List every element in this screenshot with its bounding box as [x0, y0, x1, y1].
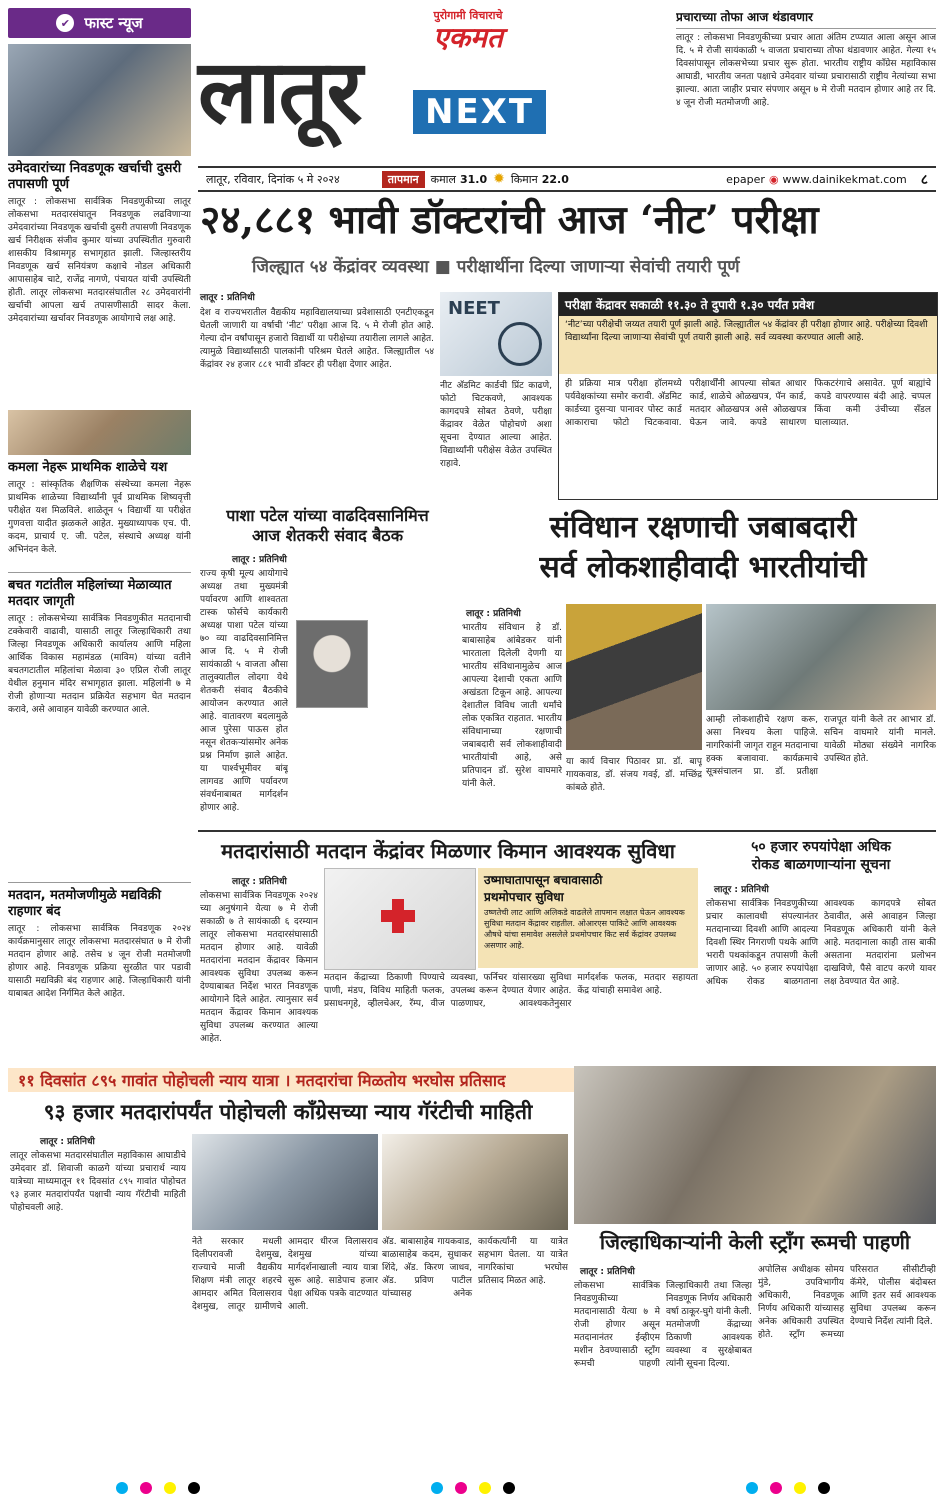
heatstroke-title-2: प्रथमोपचार सुविधा — [484, 890, 564, 904]
section-rule — [198, 830, 936, 832]
news-title-2: कमला नेहरू प्राथमिक शाळेचे यश — [8, 460, 168, 475]
strong-room-byline: लातूर : प्रतिनिधी — [580, 1267, 635, 1277]
exam-box-body: ही प्रक्रिया मात्र परीक्षा हॉलमध्ये पर्यवेक्षकांच्या समोर करावी. अ‍ॅडमिट कार्डच्या दुसऱ्या पानावर पोस्ट कार्ड आकाराचा फोटो चिटकवावा. परीक्षार्थींनी आपल्या सोबत आधार कार्ड, शाळेचे ओळखपत्र, पॅन कार्ड, मतदार ओळखपत्र असे ओळखपत्र घेऊन जावे. कपडे साधारण फिकटरंगाचे असावेत. पूर्ण बाह्यांचे कपडे वापरण्यास बंदी आहे. चप्पल किंवा कमी उंचीच्या सँडल घालाव्यात. — [565, 379, 931, 428]
news-body-1: लातूर : लोकसभा सार्वत्रिक निवडणुकीच्या लातूर लोकसभा मतदारसंघातून निवडणूक लढविणाऱ्या उमेदवारांच्या निवडणूक खर्चाची दुसरी तपासणी निवडणूक खर्च निरीक्षक संजीव कुमार यांच्या उपस्थितीत गुरुवारी शासकीय विश्रामगृह सभागृहात झाली. जिल्हास्तरीय निवडणूक खर्च सनियंत्रण कक्षाचे नोडल अधिकारी आपासाहेब चाटे, राजेंद्र नागणे, पंचायत यांची उपस्थिती होती. लातूर लोकसभा मतदारसंघातील २८ उमेदवारांनी खर्चाची आपला खर्च तपासणीसाठी सादर केला. उमेदवारांच्या खर्चावर निवडणूक आयोगाचे लक्ष आहे. — [8, 197, 191, 324]
constitution-audience-photo — [706, 604, 936, 710]
constitution-headline-1: संविधान रक्षणाची जबाबदारी — [549, 510, 857, 545]
constitution-body: भारतीय संविधान हे डॉ. बाबासाहेब आंबेडकर यांनी भारताला दिलेली देणगी या भारतीय संविधानामुळेच आज आपल्या देशाची एकता आणि अखंडता टिकून आहे. आपल्या देशातील विविध जाती धर्मांचे लोक एकत्रित राहतात. भारतीय संविधानाच्या रक्षणाची जबाबदारी सर्व लोकशाहीवादी भारतीयांची आहे, असे प्रतिपादन डॉ. सुरेश वाघमारे यांनी केले. — [462, 623, 562, 789]
next-logo: NEXT — [413, 90, 546, 134]
website-link[interactable]: www.dainikekmat.com — [782, 172, 907, 186]
news-photo-1 — [8, 44, 191, 156]
cash-byline: लातूर : प्रतिनिधी — [714, 885, 769, 895]
exam-box-intro: ‘नीट’च्या परीक्षेची जय्यत तयारी पूर्ण झाली आहे. जिल्ह्यातील ५४ केंद्रांवर ही परीक्षा होणार आहे. परीक्षेच्या दिवशी विद्यार्थ्यांना दिल्या जाणाऱ्या सेवांची पूर्ण तयारी झाली आहे. सर्व व्यवस्था करण्यात आली आहे. — [559, 316, 937, 374]
cash-headline-block — [706, 838, 936, 878]
lead-byline: लातूर : प्रतिनिधी — [200, 293, 255, 303]
neet-image-label: NEET — [448, 298, 500, 319]
cyan-swatch — [746, 1482, 758, 1494]
pasha-headline-block — [200, 506, 455, 546]
top-brief-title: प्रचाराच्या तोफा आज थंडावणार — [676, 8, 936, 29]
print-marks — [0, 1478, 945, 1498]
news-title-3: बचत गटांतील महिलांच्या मेळाव्यात मतदार जागृती — [8, 578, 172, 609]
pasha-headline-2: आज शेतकरी संवाद बैठक — [252, 526, 403, 545]
cyan-swatch — [116, 1482, 128, 1494]
news-body-4: लातूर : लोकसभा सार्वत्रिक निवडणूक २०२४ कार्यक्रमानुसार लातूर लोकसभा मतदारसंघात ७ मे रोजी मतदान होणार आहे. तसेच ४ जून रोजी मतमोजणी होणार आहे. निवडणूक प्रक्रिया सुरळीत पार पडावी यासाठी मद्यविक्री बंद राहणार आहे. जिल्हाधिकारी यांनी याबाबत आदेश निर्गमित केले आहेत. — [8, 924, 191, 999]
yatra-band: ११ दिवसांत ८९५ गावांत पोहोचली न्याय यात्रा । मतदारांचा मिळतोय भरघोस प्रतिसाद — [8, 1068, 578, 1092]
strong-room-photo — [574, 1066, 936, 1224]
constitution-body-2: आम्ही लोकशाहीचे रक्षण करू, असा निश्चय केला पाहिजे. नागरिकांनी जागृत राहून मतदानाचा हक्क बजावावा. कार्यक्रमाचे सूत्रसंचालन प्रा. डॉ. प्रतीक्षा राजपूत यांनी केले तर आभार डॉ. सचिन वाघमारे यांनी मानले. यावेळी मोठ्या संख्येने नागरिक उपस्थित होते. — [706, 715, 936, 777]
first-aid-photo — [324, 868, 476, 970]
masthead-title: लातूर — [198, 39, 361, 143]
brand-block — [413, 8, 523, 53]
issue-date: लातूर, रविवार, दिनांक ५ मे २०२४ — [206, 172, 340, 186]
min-temp-value: 22.0 — [541, 172, 569, 186]
constitution-byline: लातूर : प्रतिनिधी — [466, 609, 521, 619]
brand-tagline: पुरोगामी विचाराचे — [433, 9, 503, 22]
news-title-1: उमेदवारांच्या निवडणूक खर्चाची दुसरी तपासणी पूर्ण — [8, 161, 182, 192]
pasha-byline: लातूर : प्रतिनिधी — [232, 555, 287, 565]
congress-body: लातूर लोकसभा मतदारसंघातील महाविकास आघाडीचे उमेदवार डॉ. शिवाजी काळगे यांच्या प्रचारार्थ न्याय यात्रेच्या माध्यमातून ११ दिवसांत ८९५ गावांत पोहोचत ९३ हजार मतदारांपर्यंत पक्षाची न्याय गॅरंटीची माहिती पोहोचवली आहे. — [10, 1151, 186, 1213]
fast-news-label: फास्ट न्यूज — [84, 14, 143, 32]
exam-box-title: परीक्षा केंद्रावर सकाळी ११.३० ते दुपारी १.३० पर्यंत प्रवेश — [559, 293, 937, 316]
exam-box — [558, 292, 938, 500]
lead-body-3: नीट अ‍ॅडमिट कार्डची प्रिंट काढणे, फोटो चिटकवणे, आवश्यक कागदपत्रे सोबत ठेवणे, परीक्षा केंद्रावर वेळेत पोहोचणे अशा सूचना देण्यात आल्या आहेत. विद्यार्थ्यांनी परीक्षेस वेळेत उपस्थित राहावे. — [440, 381, 552, 469]
red-cross-icon — [381, 899, 415, 933]
fast-news-column — [8, 8, 191, 1060]
cash-headline-2: रोकड बाळगणाऱ्यांना सूचना — [751, 857, 891, 873]
registration-dots-right — [740, 1479, 836, 1498]
facilities-body-2: मतदान केंद्राच्या ठिकाणी पिण्याचे पाणी, मंडप, विविध माहिती फलक, प्रसाधनगृहे, व्हीलचेअर, रॅम्प, वीज व्यवस्था, फर्निचर यांसारख्या सुविधा उपलब्ध करून देण्यात येणार आहेत. पाळणाघर, आवश्यकतेनुसार मार्गदर्शक फलक, मतदार सहायता केंद्र यांचाही समावेश आहे. — [324, 973, 698, 1009]
max-temp-value: 31.0 — [460, 172, 488, 186]
fast-news-header — [8, 8, 191, 38]
min-temp-label: किमान — [510, 172, 538, 186]
news-photo-2 — [8, 410, 191, 455]
strong-room-headline: जिल्हाधिकाऱ्यांनी केली स्ट्रॉंग रूमची पाहणी — [599, 1230, 911, 1254]
constitution-headline-2: सर्व लोकशाहीवादी भारतीयांची — [539, 550, 867, 585]
top-brief-body: लातूर : लोकसभा निवडणुकीच्या प्रचार आता अंतिम टप्प्यात आला असून आज दि. ५ मे रोजी सायंकाळी ५ वाजता प्रचाराच्या तोफा थंडावणार आहेत. गेल्या १५ दिवसांपासून लोकसभेच्या प्रचार सुरू होता. भारतीय राष्ट्रीय काँग्रेस महाविकास आघाडी, भारतीय जनता पक्षाचे उमेदवार यांच्या प्रचारासाठी राष्ट्रीय नेत्यांच्या सभा झाल्या. आता जाहीर प्रचार संपणार असून ७ मे रोजी मतदान होणार आहे तर दि. ४ जून रोजी मतमोजणी आहे. — [676, 33, 936, 108]
magenta-swatch — [140, 1482, 152, 1494]
black-swatch — [818, 1482, 830, 1494]
cash-headline-1: ५० हजार रुपयांपेक्षा अधिक — [751, 839, 891, 855]
news-body-3: लातूर : लोकसभेच्या सार्वत्रिक निवडणुकीत मतदानाची टक्केवारी वाढावी, यासाठी लातूर जिल्हाधिकारी तथा जिल्हा निवडणूक अधिकारी कार्यालय आणि महिला आर्थिक विकास महामंडळ (माविम) यांच्या वतीने बचतगटातील महिलांचा मेळावा ३० एप्रिल रोजी लातूर येथील हनुमान मंदिर सभागृहात झाला. महिलांनी ७ मे रोजी होणाऱ्या मतदान प्रक्रियेत सहभाग घेत मतदान करावे, असे आवाहन यावेळी करण्यात आले. — [8, 614, 191, 715]
lead-body-1: देश व राज्यभरातील वैद्यकीय महाविद्यालयाच्या प्रवेशासाठी एनटीएकडून घेतली जाणारी या वर्षाची ‘नीट’ परीक्षा आज दि. ५ मे रोजी होत आहे. गेल्या दोन वर्षांपासून हजारो विद्यार्थी या परीक्षेच्या तयारीला लागले आहेत. त्यामुळे विद्यार्थ्यांसाठी पालकांनी परिश्रम घेतले आहेत. जिल्ह्यातील ५४ केंद्रांवर २४ हजार ८८१ भावी डॉक्टर ही परीक्षा देणार आहेत. — [200, 308, 434, 370]
sun-icon: ✹ — [493, 171, 505, 187]
pasha-headline-1: पाशा पटेल यांच्या वाढदिवसानिमित्त — [226, 506, 429, 525]
yellow-swatch — [164, 1482, 176, 1494]
globe-icon: ◉ — [768, 172, 779, 186]
strong-room-body: लोकसभा सार्वत्रिक निवडणुकीच्या मतदानासाठी येत्या ७ मे रोजी होणार असून मतदानानंतर ईव्हीएम मशीन ठेवण्यासाठी स्ट्रॉंग रूमची पाहणी जिल्हाधिकारी तथा जिल्हा निवडणूक निर्णय अधिकारी वर्षा ठाकूर-घुगे यांनी केली. मतमोजणी केंद्राच्या ठिकाणी आवश्यक व्यवस्था व सुरक्षेबाबत त्यांनी सूचना दिल्या. — [574, 1281, 752, 1369]
temperature-label: तापमान — [382, 171, 425, 188]
black-swatch — [503, 1482, 515, 1494]
stethoscope-icon — [498, 322, 542, 366]
black-swatch — [188, 1482, 200, 1494]
pasha-patel-photo — [296, 620, 368, 708]
strong-room-headline-block — [574, 1226, 936, 1260]
fast-news-badge-icon: ✔ — [56, 14, 74, 32]
epaper-label: epaper — [726, 172, 765, 186]
neet-image — [440, 292, 552, 376]
magenta-swatch — [770, 1482, 782, 1494]
constitution-caption: या कार्य विचार पिठावर प्रा. डॉ. बापू गायकवाड, डॉ. संजय गवई, डॉ. मच्छिंद्र कांबळे होते. — [566, 757, 702, 793]
congress-photo-2 — [382, 1134, 568, 1230]
constitution-headline-block — [470, 508, 936, 596]
registration-dots-center — [425, 1479, 521, 1498]
magenta-swatch — [455, 1482, 467, 1494]
masthead — [198, 8, 668, 163]
lead-col-1 — [200, 290, 434, 502]
dateline-bar — [198, 166, 936, 192]
max-temp-label: कमाल — [430, 172, 456, 186]
divider — [8, 882, 191, 883]
strong-room-body-2: अपोलिस अधीक्षक सोमय मुंडे, उपविभागीय अधिकारी, निवडणूक निर्णय अधिकारी यांच्यासह अनेक अधिकारी उपस्थित होते. स्ट्रॉंग रूमच्या परिसरात सीसीटीव्ही कॅमेरे, पोलीस बंदोबस्त आणि इतर सर्व आवश्यक सुविधा उपलब्ध करून देण्याचे निर्देश त्यांनी दिले. — [758, 1265, 936, 1340]
heatstroke-title-1: उष्माघातापासून बचावासाठी — [484, 873, 603, 887]
yellow-swatch — [479, 1482, 491, 1494]
page-number: ८ — [920, 171, 928, 188]
facilities-byline: लातूर : प्रतिनिधी — [232, 877, 287, 887]
news-title-4: मतदान, मतमोजणीमुळे मद्यविक्री राहणार बंद — [8, 888, 161, 919]
yellow-swatch — [794, 1482, 806, 1494]
congress-body-3: अ‍ॅड. बाबासाहेब गायकवाड, बाळासाहेब कदम, सुधाकर शिंदे, अ‍ॅड. किरण जाधव, अ‍ॅड. प्रविण पाटील यांच्यासह अनेक कार्यकर्त्यांनी या यात्रेत सहभाग घेतला. या यात्रेत नागरिकांचा भरघोस प्रतिसाद मिळत आहे. — [382, 1237, 568, 1299]
cash-body: लोकसभा सार्वत्रिक निवडणुकीच्या प्रचार कालावधी संपल्यानंतर मतदानाच्या दिवशी आणि आदल्या दिवशी स्थिर निगराणी पथके आणि भरारी पथकांकडून तपासणी केली जाणार आहे. ५० हजार रुपयांपेक्षा अधिक रोकड बाळगताना आवश्यक कागदपत्रे सोबत ठेवावीत, असे आवाहन जिल्हा निवडणूक अधिकारी यांनी केले आहे. मतदानाला काही तास बाकी असताना मतदारांना प्रलोभन दाखविणे, पैसे वाटप करणे यावर लक्ष ठेवण्यात येत आहे. — [706, 899, 936, 987]
congress-body-2: नेते सरकार मधली दिलीपरावजी देशमुख, राज्याचे माजी वैद्यकीय शिक्षण मंत्री लातूर शहरचे आमदार अमित विलासराव देशमुख, लातूर ग्रामीणचे आमदार धीरज विलासराव देशमुख यांच्या मार्गदर्शनाखाली न्याय यात्रा सुरू आहे. साडेपाच हजार पेक्षा अधिक पत्रके वाटण्यात आली. — [192, 1237, 378, 1312]
news-body-2: लातूर : सांस्कृतिक शैक्षणिक संस्थेच्या कमला नेहरू प्राथमिक शाळेच्या विद्यार्थ्यांनी पूर्व प्राथमिक शिष्यवृत्ती परीक्षेत यश मिळविले. शाळेतून ५ विद्यार्थी या परीक्षेत गुणवत्ता यादीत झळकले आहेत. मुख्याध्यापक एच. पी. कदम, प्राचार्य ए. जी. पटेल, संस्थाचे अध्यक्ष यांनी अभिनंदन केले. — [8, 480, 191, 555]
lead-headline: २४,८८१ भावी डॉक्टरांची आज ‘नीट’ परीक्षा — [200, 197, 819, 243]
registration-dots-left — [110, 1479, 206, 1498]
top-brief — [676, 8, 936, 160]
lead-subhead: जिल्ह्यात ५४ केंद्रांवर व्यवस्था ■ परीक्षार्थीना दिल्या जाणाऱ्या सेवांची तयारी पूर्ण — [252, 257, 740, 277]
divider — [8, 572, 191, 573]
facilities-headline: मतदारांसाठी मतदान केंद्रांवर मिळणार किमान आवश्यक सुविधा — [221, 839, 675, 863]
congress-photo-1 — [192, 1134, 378, 1230]
congress-headline: ९३ हजार मतदारांपर्यंत पोहोचली कॉंग्रेसच्या न्याय गॅरंटीची माहिती — [43, 1099, 533, 1124]
brand-name: एकमत — [433, 21, 503, 54]
pasha-body: राज्य कृषी मूल्य आयोगाचे अध्यक्ष तथा मुख्यमंत्री पर्यावरण आणि शाश्वतता टास्क फोर्सचे कार्यकारी अध्यक्ष पाशा पटेल यांच्या ७० व्या वाढदिवसानिमित्त आज दि. ५ मे रोजी सायंकाळी ५ वाजता औसा तालुक्यातील लोदगा येथे शेतकरी संवाद बैठकीचे आयोजन करण्यात आले आहे. वातावरण बदलामुळे आज पुरेसा पाऊस होत नसून शेतकऱ्यांसमोर अनेक प्रश्न निर्माण झाले आहेत. या पार्श्वभूमीवर बांबू लागवड आणि पर्यावरण संवर्धनाबाबत मार्गदर्शन होणार आहे. — [200, 569, 288, 813]
heatstroke-body: उष्णतेची लाट आणि अलिकडे वाढलेले तापमान लक्षात घेऊन आवश्यक सुविधा मतदान केंद्रावर राहतील. ओआरएस पाकिटे आणि आवश्यक औषधे यांचा समावेश असलेले प्रथमोपचार किट सर्व केंद्रांवर उपलब्ध असणार आहे. — [484, 908, 685, 950]
congress-byline: लातूर : प्रतिनिधी — [40, 1137, 95, 1147]
facilities-body: लोकसभा सार्वत्रिक निवडणूक २०२४ च्या अनुषंगाने येत्या ७ मे रोजी सकाळी ७ ते सायंकाळी ६ दरम्यान लातूर लोकसभा मतदारसंघासाठी मतदान होणार आहे. यावेळी मतदारांना मतदान केंद्रावर किमान आवश्यक सुविधा उपलब्ध करून देण्याबाबत निर्देश भारत निवडणूक आयोगाने दिले आहेत. त्यानुसार सर्व मतदान केंद्रावर किमान आवश्यक सुविधा उपलब्ध करण्यात आल्या आहेत. — [200, 891, 318, 1044]
cyan-swatch — [431, 1482, 443, 1494]
constitution-speaker-photo — [566, 604, 702, 750]
heatstroke-box — [478, 868, 698, 968]
